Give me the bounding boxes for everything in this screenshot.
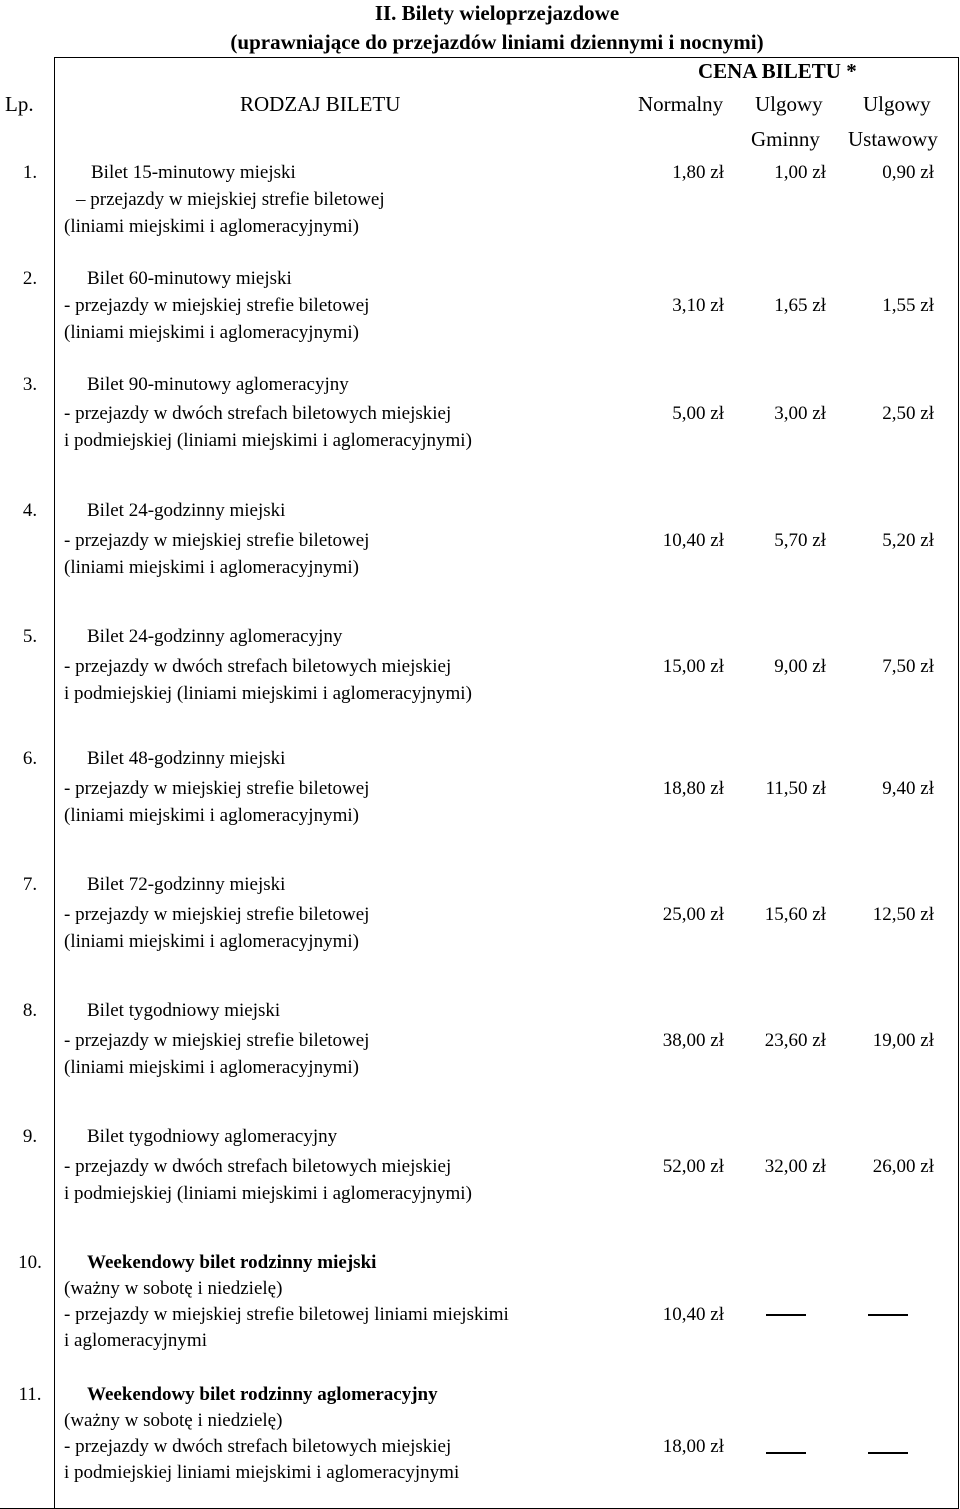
column-divider <box>54 57 55 1509</box>
price-ustawowy: 12,50 zł <box>872 904 934 925</box>
ticket-name: Weekendowy bilet rodzinny miejski <box>87 1252 377 1273</box>
normalny-header: Normalny <box>638 92 724 116</box>
ticket-name: Bilet tygodniowy miejski <box>87 1000 281 1021</box>
ticket-name: Bilet 48-godzinny miejski <box>87 748 286 769</box>
page-subtitle: (uprawniające do przejazdów liniami dziennymi i nocnymi) <box>230 30 764 54</box>
price-gminny: 32,00 zł <box>764 1156 826 1177</box>
ticket-desc-line: - przejazdy w dwóch strefach biletowych miejskiej <box>64 1436 452 1457</box>
ticket-desc-line: (liniami miejskimi i aglomeracyjnymi) <box>64 557 359 578</box>
gminny-header-line2: Gminny <box>751 127 820 151</box>
price-normalny: 1,80 zł <box>672 162 724 183</box>
ticket-name: Bilet tygodniowy aglomeracyjny <box>87 1126 338 1147</box>
price-gminny: 3,00 zł <box>774 403 826 424</box>
row-number: 1. <box>22 162 38 183</box>
ticket-desc-line: (liniami miejskimi i aglomeracyjnymi) <box>64 805 359 826</box>
price-normalny: 52,00 zł <box>662 1156 724 1177</box>
row-number: 11. <box>18 1384 42 1405</box>
ticket-name: Bilet 15-minutowy miejski <box>91 162 296 183</box>
row-number: 4. <box>22 500 38 521</box>
ticket-desc-line: - przejazdy w dwóch strefach biletowych miejskiej <box>64 656 452 677</box>
gminny-header-line1: Ulgowy <box>755 92 823 116</box>
price-normalny: 18,80 zł <box>662 778 724 799</box>
price-gminny: 9,00 zł <box>774 656 826 677</box>
price-ustawowy-dash <box>868 1452 908 1454</box>
price-gminny: 1,00 zł <box>774 162 826 183</box>
ticket-desc-line: - przejazdy w miejskiej strefie biletowej <box>64 530 370 551</box>
ticket-desc-line: - przejazdy w miejskiej strefie biletowej liniami miejskimi <box>64 1304 509 1325</box>
ticket-desc-line: i podmiejskiej (liniami miejskimi i aglomeracyjnymi) <box>64 683 472 704</box>
lp-header: Lp. <box>5 92 34 116</box>
row-number: 5. <box>22 626 38 647</box>
table-right-border <box>958 57 959 1509</box>
ticket-desc-line: i podmiejskiej (liniami miejskimi i aglomeracyjnymi) <box>64 430 472 451</box>
row-number: 10. <box>18 1252 42 1273</box>
price-gminny: 11,50 zł <box>765 778 826 799</box>
price-normalny: 38,00 zł <box>662 1030 724 1051</box>
ticket-name: Weekendowy bilet rodzinny aglomeracyjny <box>87 1384 438 1405</box>
row-number: 7. <box>22 874 38 895</box>
price-ustawowy-dash <box>868 1314 908 1316</box>
price-normalny: 5,00 zł <box>672 403 724 424</box>
price-gminny: 1,65 zł <box>774 295 826 316</box>
ticket-desc-line: (liniami miejskimi i aglomeracyjnymi) <box>64 1057 359 1078</box>
ticket-name: Bilet 24-godzinny aglomeracyjny <box>87 626 343 647</box>
ticket-desc-line: i aglomeracyjnymi <box>64 1330 207 1351</box>
row-number: 8. <box>22 1000 38 1021</box>
price-ustawowy: 19,00 zł <box>872 1030 934 1051</box>
price-ustawowy: 2,50 zł <box>882 403 934 424</box>
ticket-desc-line: i podmiejskiej (liniami miejskimi i aglomeracyjnymi) <box>64 1183 472 1204</box>
ustawowy-header-line2: Ustawowy <box>848 127 938 151</box>
price-ustawowy: 9,40 zł <box>882 778 934 799</box>
row-number: 6. <box>22 748 38 769</box>
page-title: II. Bilety wieloprzejazdowe <box>374 1 620 25</box>
row-number: 2. <box>22 268 38 289</box>
ticket-name: Bilet 60-minutowy miejski <box>87 268 292 289</box>
ticket-desc-line: (liniami miejskimi i aglomeracyjnymi) <box>64 322 359 343</box>
price-gminny-dash <box>766 1314 806 1316</box>
price-ustawowy: 5,20 zł <box>882 530 934 551</box>
ticket-desc-line: i podmiejskiej liniami miejskimi i aglomeracyjnymi <box>64 1462 460 1483</box>
price-group-header: CENA BILETU * <box>698 59 857 83</box>
ticket-desc-line: (liniami miejskimi i aglomeracyjnymi) <box>64 216 359 237</box>
ticket-desc-line: - przejazdy w miejskiej strefie biletowej <box>64 904 370 925</box>
price-normalny: 3,10 zł <box>672 295 724 316</box>
ticket-desc-line: - przejazdy w dwóch strefach biletowych miejskiej <box>64 403 452 424</box>
price-ustawowy: 1,55 zł <box>882 295 934 316</box>
ustawowy-header-line1: Ulgowy <box>863 92 931 116</box>
row-number: 3. <box>22 374 38 395</box>
ticket-desc-line: (ważny w sobotę i niedzielę) <box>64 1410 283 1431</box>
price-normalny: 10,40 zł <box>662 530 724 551</box>
ticket-desc-line: - przejazdy w miejskiej strefie biletowej <box>64 1030 370 1051</box>
price-ustawowy: 7,50 zł <box>882 656 934 677</box>
ticket-name: Bilet 90-minutowy aglomeracyjny <box>87 374 349 395</box>
ticket-desc-line: (liniami miejskimi i aglomeracyjnymi) <box>64 931 359 952</box>
ticket-name: Bilet 72-godzinny miejski <box>87 874 286 895</box>
price-normalny: 18,00 zł <box>662 1436 724 1457</box>
price-gminny-dash <box>766 1452 806 1454</box>
ticket-desc-line: - przejazdy w miejskiej strefie biletowej <box>64 295 370 316</box>
price-gminny: 23,60 zł <box>764 1030 826 1051</box>
price-normalny: 25,00 zł <box>662 904 724 925</box>
price-normalny: 15,00 zł <box>662 656 724 677</box>
ticket-desc-line: (ważny w sobotę i niedzielę) <box>64 1278 283 1299</box>
ticket-name: Bilet 24-godzinny miejski <box>87 500 286 521</box>
price-gminny: 5,70 zł <box>774 530 826 551</box>
ticket-desc-line: – przejazdy w miejskiej strefie biletowej <box>76 189 385 210</box>
price-ustawowy: 0,90 zł <box>882 162 934 183</box>
row-number: 9. <box>22 1126 38 1147</box>
price-gminny: 15,60 zł <box>764 904 826 925</box>
ticket-type-header: RODZAJ BILETU <box>240 92 401 116</box>
ticket-desc-line: - przejazdy w miejskiej strefie biletowej <box>64 778 370 799</box>
price-ustawowy: 26,00 zł <box>872 1156 934 1177</box>
price-normalny: 10,40 zł <box>662 1304 724 1325</box>
ticket-desc-line: - przejazdy w dwóch strefach biletowych miejskiej <box>64 1156 452 1177</box>
